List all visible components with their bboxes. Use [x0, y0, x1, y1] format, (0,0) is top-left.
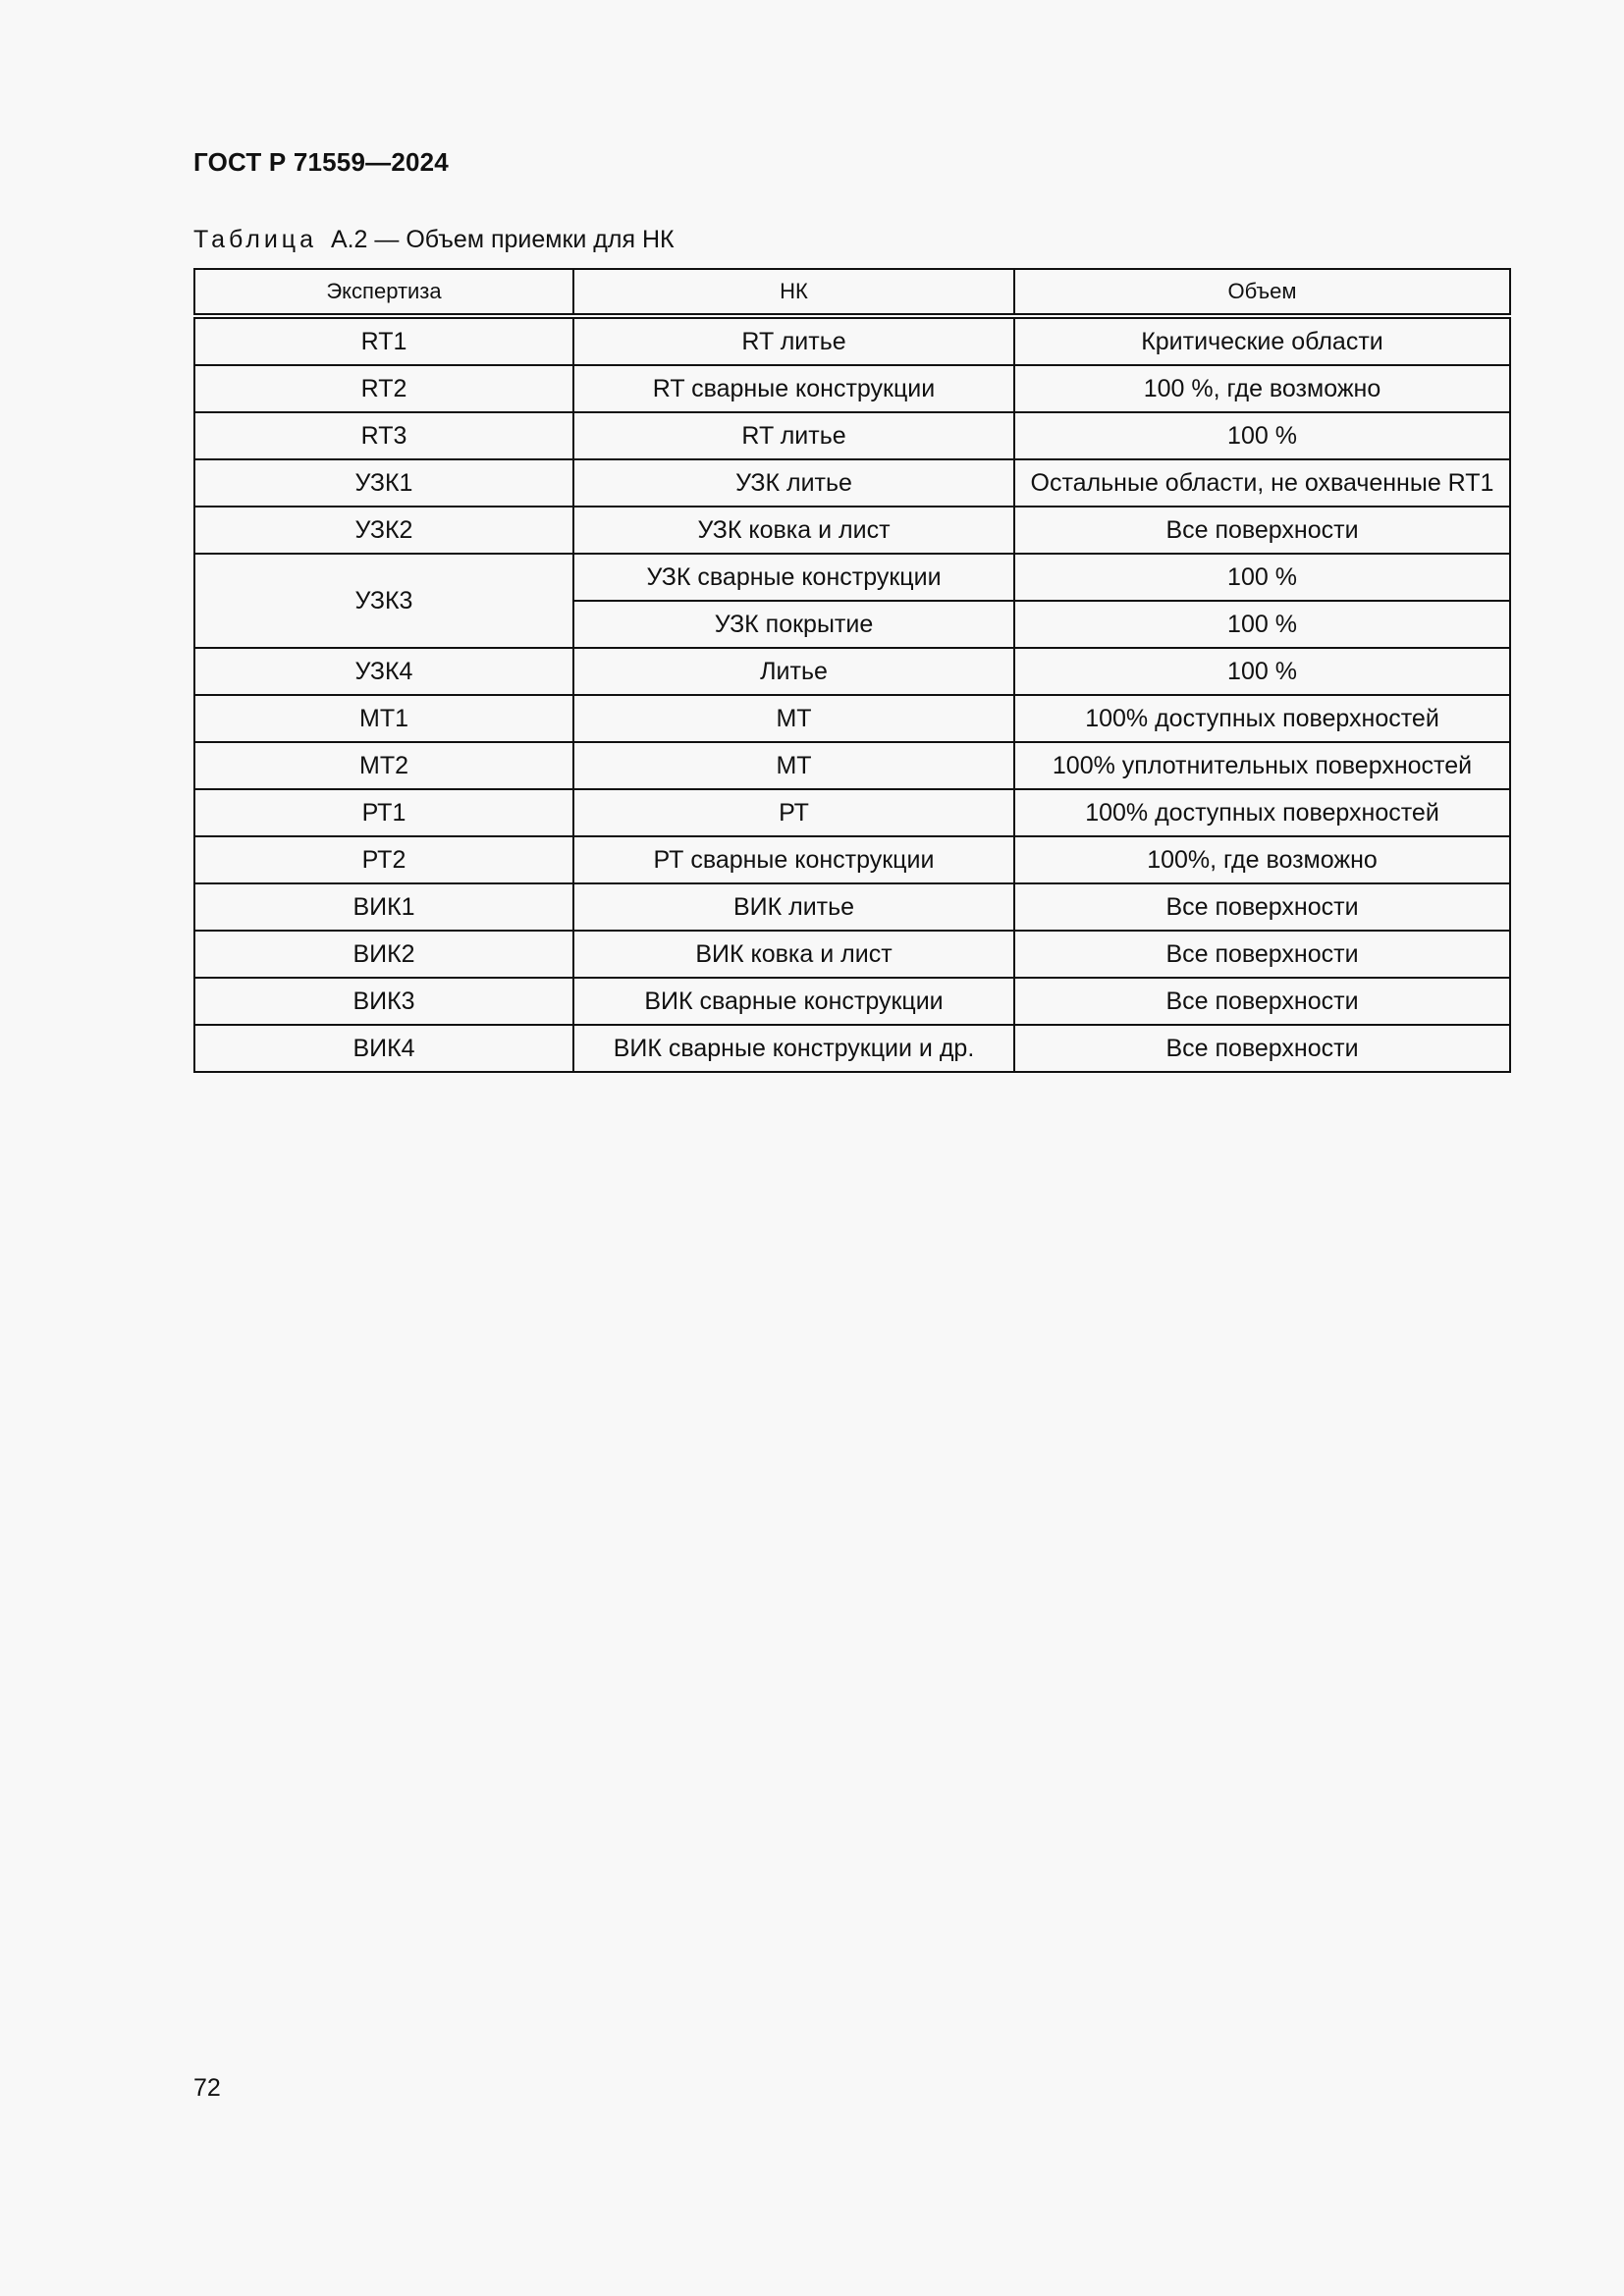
cell-expertise: РТ1	[194, 789, 573, 836]
cell-expertise: ВИК2	[194, 931, 573, 978]
cell-expertise: РТ2	[194, 836, 573, 883]
table-row	[194, 742, 1510, 789]
table-header-row	[194, 269, 1510, 316]
header-ndt: НК	[573, 269, 1014, 316]
cell-volume: 100% доступных поверхностей	[1014, 695, 1510, 742]
table-row	[194, 412, 1510, 459]
cell-ndt: RT литье	[573, 412, 1014, 459]
table-row	[194, 1025, 1510, 1072]
cell-ndt: УЗК литье	[573, 459, 1014, 507]
cell-volume: 100 %	[1014, 554, 1510, 601]
table-row	[194, 883, 1510, 931]
cell-volume: Все поверхности	[1014, 978, 1510, 1025]
cell-ndt: ВИК ковка и лист	[573, 931, 1014, 978]
cell-expertise: УЗК3	[194, 554, 573, 648]
table-row	[194, 789, 1510, 836]
cell-expertise: RT2	[194, 365, 573, 412]
table-row	[194, 836, 1510, 883]
table-row	[194, 931, 1510, 978]
cell-ndt: РТ сварные конструкции	[573, 836, 1014, 883]
cell-volume: 100 %	[1014, 601, 1510, 648]
cell-volume: 100 %	[1014, 648, 1510, 695]
cell-expertise: ВИК4	[194, 1025, 573, 1072]
cell-expertise: УЗК4	[194, 648, 573, 695]
cell-expertise: ВИК3	[194, 978, 573, 1025]
cell-volume: Все поверхности	[1014, 931, 1510, 978]
cell-expertise: RT3	[194, 412, 573, 459]
cell-ndt: УЗК покрытие	[573, 601, 1014, 648]
cell-volume: Остальные области, не охваченные RT1	[1014, 459, 1510, 507]
table-caption-word: Таблица	[193, 226, 318, 253]
document-header: ГОСТ Р 71559—2024	[193, 147, 449, 177]
cell-ndt: МТ	[573, 742, 1014, 789]
cell-ndt: МТ	[573, 695, 1014, 742]
cell-volume: Все поверхности	[1014, 1025, 1510, 1072]
cell-expertise: RT1	[194, 316, 573, 365]
table-row	[194, 978, 1510, 1025]
cell-expertise: ВИК1	[194, 883, 573, 931]
cell-volume: Все поверхности	[1014, 507, 1510, 554]
cell-ndt: УЗК сварные конструкции	[573, 554, 1014, 601]
cell-ndt: RT сварные конструкции	[573, 365, 1014, 412]
cell-expertise: УЗК1	[194, 459, 573, 507]
page-number: 72	[193, 2074, 221, 2102]
table-row	[194, 554, 1510, 601]
cell-ndt: ВИК литье	[573, 883, 1014, 931]
cell-ndt: УЗК ковка и лист	[573, 507, 1014, 554]
table-row	[194, 459, 1510, 507]
table-caption	[193, 226, 675, 254]
table-row	[194, 648, 1510, 695]
cell-volume: Критические области	[1014, 316, 1510, 365]
cell-ndt: RT литье	[573, 316, 1014, 365]
cell-volume: 100 %	[1014, 412, 1510, 459]
table-caption-text: А.2 — Объем приемки для НК	[330, 226, 675, 253]
cell-ndt: Литье	[573, 648, 1014, 695]
cell-expertise: МТ2	[194, 742, 573, 789]
table-row	[194, 365, 1510, 412]
cell-volume: 100 %, где возможно	[1014, 365, 1510, 412]
cell-volume: Все поверхности	[1014, 883, 1510, 931]
cell-volume: 100% доступных поверхностей	[1014, 789, 1510, 836]
cell-volume: 100%, где возможно	[1014, 836, 1510, 883]
cell-volume: 100% уплотнительных поверхностей	[1014, 742, 1510, 789]
table-row	[194, 316, 1510, 365]
cell-expertise: УЗК2	[194, 507, 573, 554]
table-row	[194, 695, 1510, 742]
table-row	[194, 507, 1510, 554]
cell-ndt: ВИК сварные конструкции и др.	[573, 1025, 1014, 1072]
cell-ndt: РТ	[573, 789, 1014, 836]
header-volume: Объем	[1014, 269, 1510, 316]
cell-ndt: ВИК сварные конструкции	[573, 978, 1014, 1025]
cell-expertise: МТ1	[194, 695, 573, 742]
header-expertise: Экспертиза	[194, 269, 573, 316]
acceptance-volume-table	[193, 268, 1511, 1073]
